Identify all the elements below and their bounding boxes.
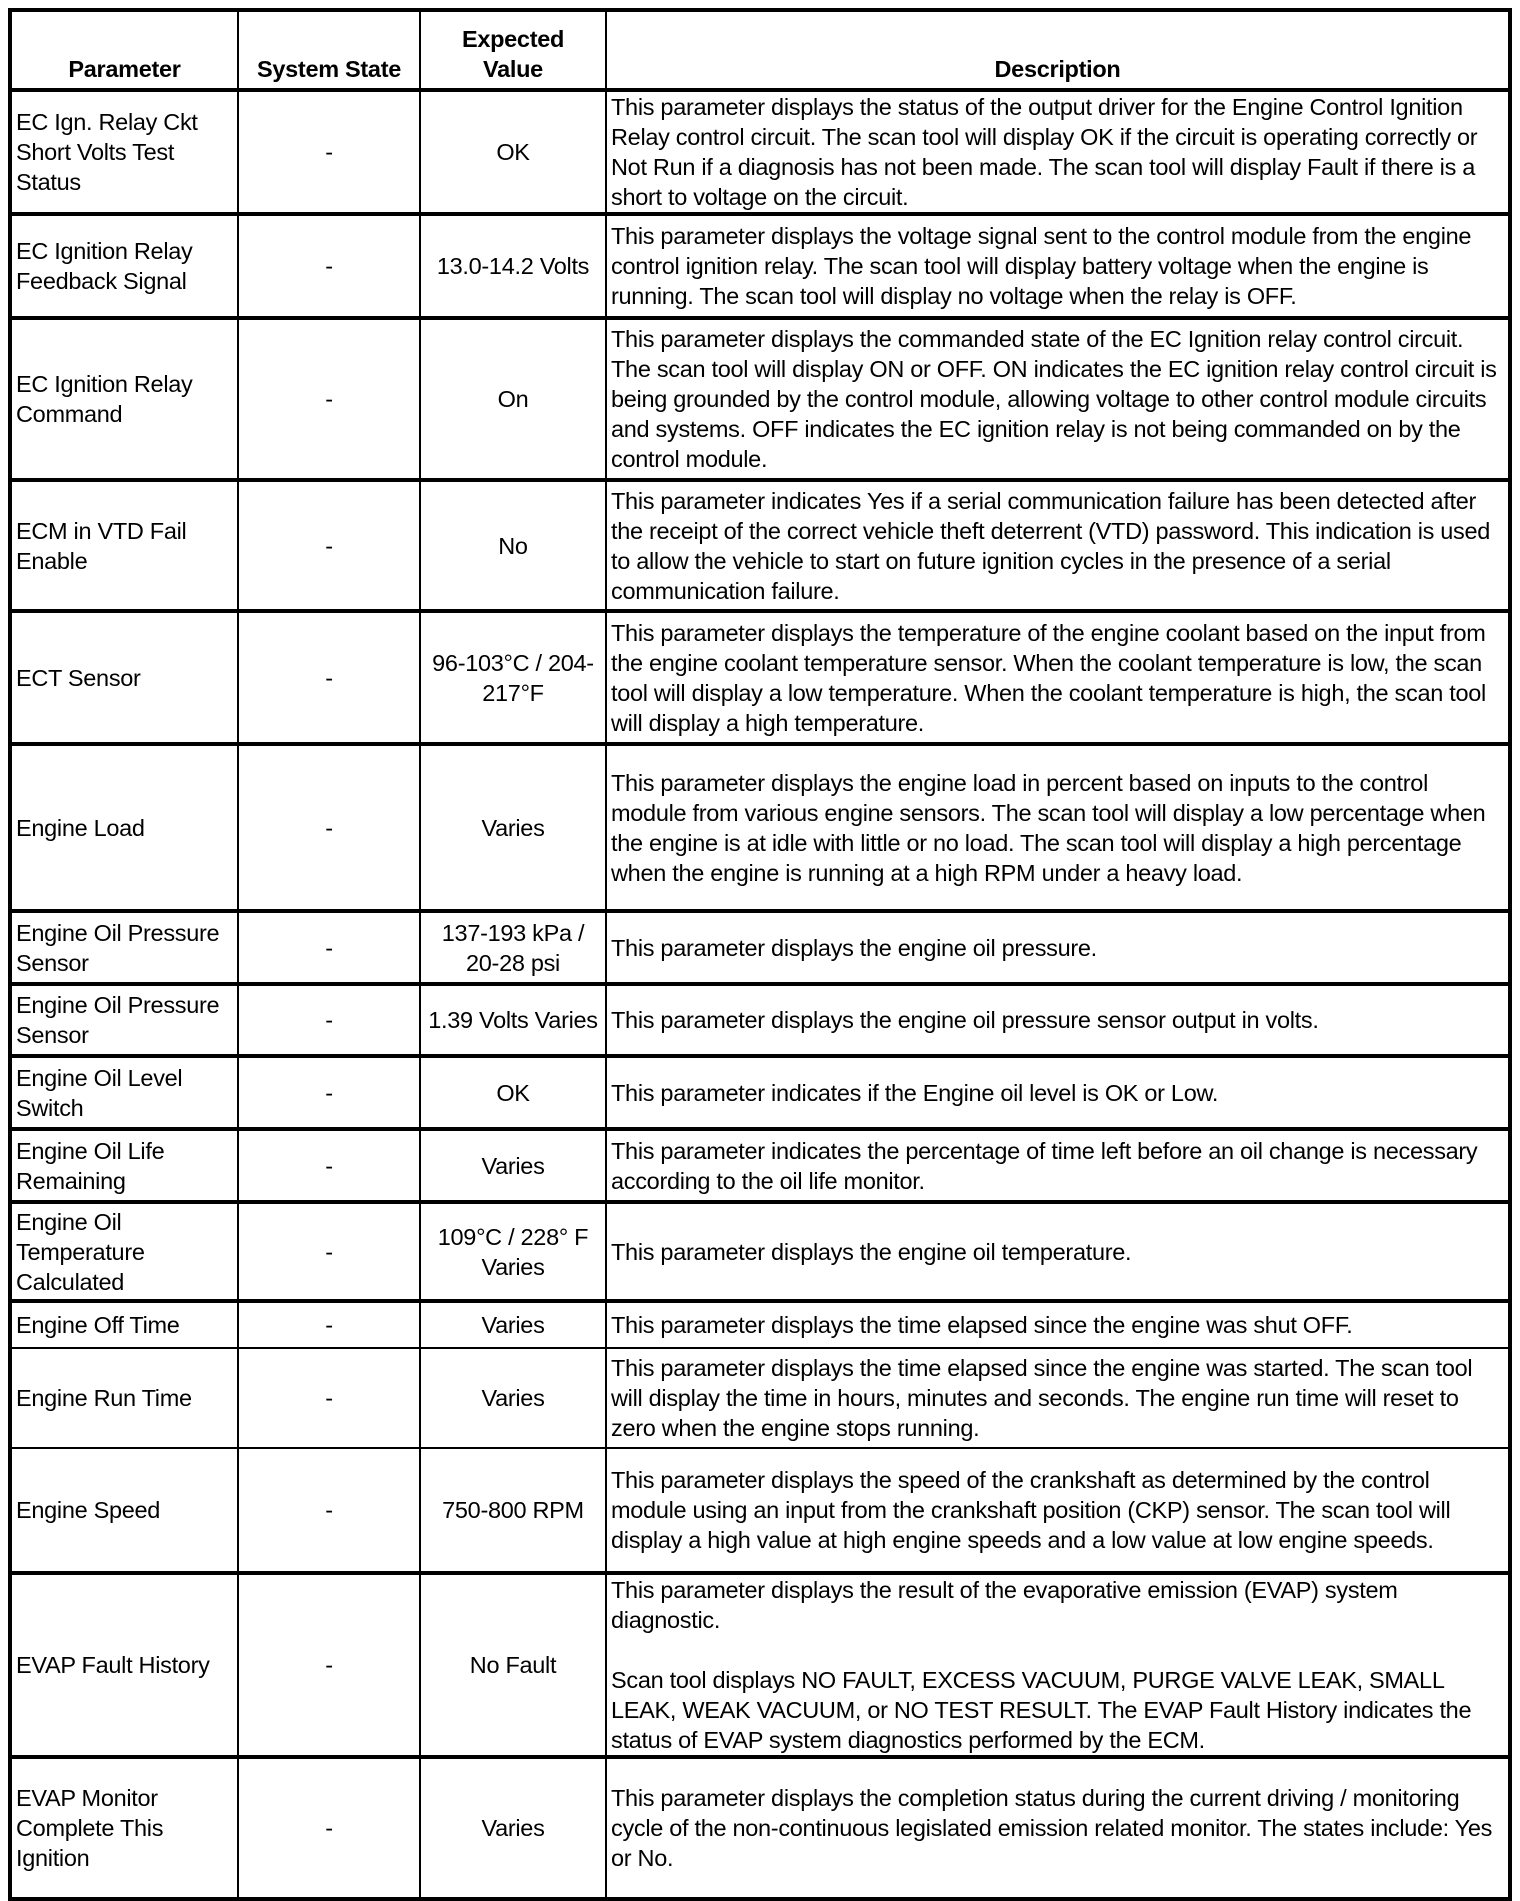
description-paragraph: This parameter displays the engine load in percent based on inputs to the control module from various engine sensors. The scan tool will display a low percentage when the engine is at idle with little or no load. The scan tool will display a high percentage when the engine is running at a high RPM under a heavy load. xyxy=(611,769,1486,886)
expected-value-cell: 13.0-14.2 Volts xyxy=(420,214,606,318)
parameter-cell: Engine Speed xyxy=(10,1448,238,1573)
system-state-cell: - xyxy=(238,480,420,611)
description-paragraph: This parameter displays the result of the evaporative emission (EVAP) system diagnostic. xyxy=(611,1577,1398,1633)
description-cell xyxy=(606,1202,1510,1301)
description-paragraph: This parameter indicates if the Engine oil level is OK or Low. xyxy=(611,1079,1219,1106)
table-row xyxy=(10,984,1510,1056)
table-row xyxy=(10,1573,1510,1757)
description-paragraph: This parameter indicates Yes if a serial communication failure has been detected after the receipt of the correct vehicle theft deterrent (VTD) password. This indication is used to allow the vehicle to start on future ignition cycles in the presence of a serial communication failure. xyxy=(611,487,1491,604)
parameter-cell: EVAP Fault History xyxy=(10,1573,238,1757)
table-row xyxy=(10,480,1510,611)
description-paragraph: This parameter displays the time elapsed since the engine was started. The scan tool will display the time in hours, minutes and seconds. The engine run time will reset to zero when the engine stops running. xyxy=(611,1355,1473,1441)
expected-value-cell: 750-800 RPM xyxy=(420,1448,606,1573)
system-state-cell: - xyxy=(238,911,420,984)
expected-value-cell: Varies xyxy=(420,1757,606,1899)
parameter-cell: Engine Load xyxy=(10,744,238,911)
description-paragraph: This parameter displays the voltage signal sent to the control module from the engine control ignition relay. The scan tool will display battery voltage when the engine is running. The scan tool will display no voltage when the relay is OFF. xyxy=(611,223,1472,309)
description-cell xyxy=(606,318,1510,480)
description-cell xyxy=(606,1757,1510,1899)
system-state-cell: - xyxy=(238,984,420,1056)
expected-value-cell: No Fault xyxy=(420,1573,606,1757)
expected-value-cell: No xyxy=(420,480,606,611)
parameter-cell: Engine Oil Pressure Sensor xyxy=(10,911,238,984)
description-paragraph: This parameter displays the temperature of the engine coolant based on the input from the engine coolant temperature sensor. When the coolant temperature is low, the scan tool will display a low temperature. When the coolant temperature is high, the scan tool will display a high temperature. xyxy=(611,619,1486,736)
expected-value-cell: 109°C / 228° F Varies xyxy=(420,1202,606,1301)
header-row xyxy=(10,10,1510,90)
parameter-cell: Engine Oil Temperature Calculated xyxy=(10,1202,238,1301)
header-expected-value xyxy=(420,10,606,90)
expected-value-cell: Varies xyxy=(420,1348,606,1448)
expected-value-cell: Varies xyxy=(420,744,606,911)
system-state-cell: - xyxy=(238,1202,420,1301)
system-state-cell: - xyxy=(238,1056,420,1129)
description-cell xyxy=(606,611,1510,744)
description-paragraph: This parameter displays the status of the output driver for the Engine Control Ignition Relay control circuit. The scan tool will display OK if the circuit is operating correctly or Not Run if a diagnosis has not been made. The scan tool will display Fault if there is a short to voltage on the circuit. xyxy=(611,94,1478,210)
parameter-table xyxy=(8,8,1512,1901)
description-paragraph: This parameter displays the speed of the crankshaft as determined by the control module using an input from the crankshaft position (CKP) sensor. The scan tool will display a high value at high engine speeds and a low value at low engine speeds. xyxy=(611,1467,1451,1553)
table-row xyxy=(10,744,1510,911)
description-paragraph: This parameter displays the engine oil temperature. xyxy=(611,1238,1132,1265)
table-row xyxy=(10,214,1510,318)
system-state-cell: - xyxy=(238,1757,420,1899)
table-row xyxy=(10,90,1510,214)
expected-value-cell: 96-103°C / 204-217°F xyxy=(420,611,606,744)
description-paragraph: This parameter indicates the percentage of time left before an oil change is necessary according to the oil life monitor. xyxy=(611,1137,1478,1194)
table-row xyxy=(10,318,1510,480)
table-row xyxy=(10,1202,1510,1301)
system-state-cell: - xyxy=(238,1448,420,1573)
parameter-cell: Engine Oil Life Remaining xyxy=(10,1129,238,1202)
system-state-cell: - xyxy=(238,611,420,744)
parameter-cell: Engine Oil Level Switch xyxy=(10,1056,238,1129)
system-state-cell: - xyxy=(238,1129,420,1202)
description-paragraph: This parameter displays the engine oil pressure sensor output in volts. xyxy=(611,1007,1319,1033)
header-description: Description xyxy=(606,10,1510,90)
header-expected-value-line1: Expected xyxy=(461,26,565,52)
header-system-state: System State xyxy=(238,10,420,90)
description-cell xyxy=(606,1301,1510,1348)
table-row xyxy=(10,1348,1510,1448)
description-cell xyxy=(606,1056,1510,1129)
header-expected-value-line2: Value xyxy=(483,56,543,82)
expected-value-cell: OK xyxy=(420,1056,606,1129)
description-cell xyxy=(606,1129,1510,1202)
parameter-cell: EVAP Monitor Complete This Ignition xyxy=(10,1757,238,1899)
description-cell xyxy=(606,744,1510,911)
expected-value-cell: 137-193 kPa / 20-28 psi xyxy=(420,911,606,984)
expected-value-cell: On xyxy=(420,318,606,480)
system-state-cell: - xyxy=(238,318,420,480)
description-cell xyxy=(606,1448,1510,1573)
table-row xyxy=(10,1301,1510,1348)
description-cell xyxy=(606,480,1510,611)
table-row xyxy=(10,611,1510,744)
description-cell xyxy=(606,984,1510,1056)
expected-value-cell: OK xyxy=(420,90,606,214)
table-row xyxy=(10,911,1510,984)
system-state-cell: - xyxy=(238,90,420,214)
description-cell xyxy=(606,911,1510,984)
parameter-cell: Engine Run Time xyxy=(10,1348,238,1448)
system-state-cell: - xyxy=(238,1301,420,1348)
parameter-cell: Engine Off Time xyxy=(10,1301,238,1348)
system-state-cell: - xyxy=(238,1573,420,1757)
expected-value-cell: Varies xyxy=(420,1301,606,1348)
header-parameter: Parameter xyxy=(10,10,238,90)
description-cell xyxy=(606,1348,1510,1448)
table-row xyxy=(10,1056,1510,1129)
parameter-cell: EC Ign. Relay Ckt Short Volts Test Status xyxy=(10,90,238,214)
parameter-cell: EC Ignition Relay Feedback Signal xyxy=(10,214,238,318)
description-cell xyxy=(606,214,1510,318)
system-state-cell: - xyxy=(238,1348,420,1448)
description-cell xyxy=(606,90,1510,214)
description-paragraph: This parameter displays the commanded state of the EC Ignition relay control circuit. The scan tool will display ON or OFF. ON indicates the EC ignition relay control circuit is being grounded by the control module, allowing voltage to other control module circuits and systems. OFF indicates the EC ignition relay is not being commanded on by the control module. xyxy=(611,326,1497,472)
table-row xyxy=(10,1757,1510,1899)
parameter-cell: Engine Oil Pressure Sensor xyxy=(10,984,238,1056)
system-state-cell: - xyxy=(238,214,420,318)
parameter-cell: EC Ignition Relay Command xyxy=(10,318,238,480)
description-paragraph: This parameter displays the completion status during the current driving / monitoring cycle of the non-continuous legislated emission related monitor. The states include: Yes or No. xyxy=(611,1785,1493,1871)
parameter-cell: ECT Sensor xyxy=(10,611,238,744)
description-paragraph: This parameter displays the engine oil pressure. xyxy=(611,934,1097,961)
expected-value-cell: Varies xyxy=(420,1129,606,1202)
parameter-cell: ECM in VTD Fail Enable xyxy=(10,480,238,611)
description-paragraph: This parameter displays the time elapsed since the engine was shut OFF. xyxy=(611,1312,1353,1338)
description-paragraph: Scan tool displays NO FAULT, EXCESS VACUUM, PURGE VALVE LEAK, SMALL LEAK, WEAK VACUUM, or NO TEST RESULT. The EVAP Fault History indicates the status of EVAP system diagnostics performed by the ECM. xyxy=(611,1667,1472,1753)
table-row xyxy=(10,1448,1510,1573)
system-state-cell: - xyxy=(238,744,420,911)
description-cell xyxy=(606,1573,1510,1757)
table-row xyxy=(10,1129,1510,1202)
expected-value-cell: 1.39 Volts Varies xyxy=(420,984,606,1056)
